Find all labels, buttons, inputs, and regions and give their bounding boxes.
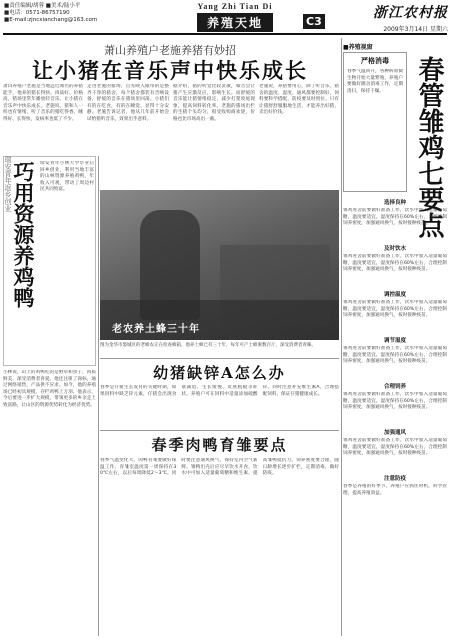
- section-pinyin: Yang Zhi Tian Di: [197, 2, 273, 11]
- left-story-box: [3, 156, 96, 366]
- header-rule: [3, 33, 447, 35]
- divider: [100, 430, 339, 431]
- disinfection-box: [343, 52, 407, 192]
- tip-item: 加强通风: [383, 430, 406, 436]
- column-divider: [98, 156, 99, 636]
- main-headline: 让小猪在音乐声中快乐成长: [32, 58, 308, 83]
- tip-item: 选择良种: [383, 200, 406, 206]
- column-divider: [341, 38, 342, 636]
- tip-text: 雏鸡进舍前要做好准备工作，饮水中加入适量葡萄糖，温度要适宜，湿度保持在60%左右，合理控制饲养密度，加强通风换气，按时接种疫苗。: [343, 392, 447, 410]
- right-column-tag: ■养殖视窗: [343, 44, 373, 51]
- box1-text: 春季气温回升，各种病原微生物开始大量繁殖，养殖户要做好圈舍消毒工作，定期清扫，保持干燥。: [347, 69, 403, 94]
- story-a-text: 春季是仔猪生长发育的关键时期，如果饲料中缺乏锌元素，仔猪会出现食欲减退、生长缓慢、皮肤粗糙等症状。养殖户可在饲料中适量添加硫酸锌，同时注意补充维生素A，合理搭配饲料，保证仔猪健康成长。: [100, 385, 339, 397]
- newspaper-logo: 浙江农村报: [373, 6, 448, 21]
- page-code: C3: [303, 14, 325, 29]
- feature-title: 春管雏鸡七要点: [414, 56, 444, 238]
- right-column: [343, 36, 447, 636]
- left-story-body: 小林说，山上的鸡鸭吃的是野草和虫子，肉质鲜美，深受消费者喜爱。他还注册了商标，通过网络销售，产品供不应求。如今，他的养殖场已经初具规模，存栏鸡鸭上万羽。他表示，今后要进一步扩大规模，带领更多的乡亲走上致富路，让山区的资源优势转化为经济优势。: [3, 370, 96, 408]
- section-title: 养殖天地: [197, 13, 273, 32]
- main-col-3: 据介绍，猪的听觉比较灵敏，噪音会让猪产生应激反应，影响生长。而舒缓的音乐能让猪情绪稳定，减少打架咬尾现象，提高饲料转化率。老施的猪场出栏的生猪个头均匀，很受收购商欢迎，价格也比市场高出一截。: [173, 84, 255, 122]
- tip-item: 调控温度: [383, 292, 406, 298]
- tip-text: 雏鸡进舍前要做好准备工作，饮水中加入适量葡萄糖，温度要适宜，湿度保持在60%左右，合理控制饲养密度，加强通风换气，按时接种疫苗。: [343, 254, 447, 272]
- email-line: ■E-mail:zjncxianchang@163.com: [4, 17, 98, 23]
- divider: [100, 358, 339, 359]
- section-banner: [170, 2, 300, 32]
- tip-item: 及时饮水: [383, 246, 406, 252]
- box1-title: 严格消毒: [361, 57, 389, 65]
- photo-caption: 图为金华市婺城区的老蜂农正在检查蜂箱。他养土蜂已有三十年，每年可产土蜂蜜数百斤，深受消费者青睐。: [100, 343, 316, 348]
- main-col-4: 老施说，养猪要用心，除了听音乐，猪舍的温度、湿度、通风都要控制好，饲料要科学搭配，防疫要及时到位。只有让猪舒舒服服地生活，才能养出好猪，卖出好价钱。: [259, 84, 339, 115]
- tips-list: [343, 196, 447, 518]
- main-col-2: 走进老施的猪场，首先映入眼帘的是整齐干净的猪舍，每个猪舍都装有音响设备，舒缓的音乐在猪场里回荡。小猪们有的在吃食，有的在睡觉，显得十分安静。老施告诉记者，他从几年前开始尝试给猪听音乐，效果出乎意料。: [87, 84, 169, 122]
- tip-text: 雏鸡进舍前要做好准备工作，饮水中加入适量葡萄糖，温度要适宜，湿度保持在60%左右，合理控制饲养密度，加强通风换气，按时接种疫苗。: [343, 346, 447, 364]
- phone-line: ■电话：0571-86757190: [4, 10, 70, 16]
- page-header: [0, 0, 450, 34]
- tip-text: 雏鸡进舍前要做好准备工作，饮水中加入适量葡萄糖，温度要适宜，湿度保持在60%左右，合理控制饲养密度，加强通风换气，按时接种疫苗。: [343, 438, 447, 456]
- left-story-subtitle: 瑞安青年返乡创业: [4, 156, 12, 212]
- photo-title: 老农养土蜂三十年: [112, 324, 200, 335]
- tip-item: 注意防疫: [383, 476, 406, 482]
- bee-photo: [100, 190, 339, 340]
- left-story-side-text: 瑞安青年小林大学毕业后回乡创业，利用当地丰富的山林资源养殖鸡鸭，年收入可观，带动了周边村民共同致富。: [40, 161, 94, 192]
- tip-item: 合理饲养: [383, 384, 406, 390]
- story-b-title: 春季肉鸭育雏要点: [151, 436, 288, 454]
- tip-item: 调节湿度: [383, 338, 406, 344]
- tip-text: 雏鸡进舍前要做好准备工作，饮水中加入适量葡萄糖，温度要适宜，湿度保持在60%左右，合理控制饲养密度，加强通风换气，按时接种疫苗。: [343, 300, 447, 318]
- issue-date: 2009年3月14日 星期六: [383, 26, 448, 33]
- tip-text: 雏鸡进舍前要做好准备工作，饮水中加入适量葡萄糖，温度要适宜，湿度保持在60%左右，合理控制饲养密度，加强通风换气，按时接种疫苗。: [343, 208, 447, 226]
- masthead: [345, 2, 448, 33]
- main-col-1: 萧山养殖户老施是当地远近闻名的养猪能手，他养的猪长得快、肉质好、价格高，猪场里常年播放轻音乐，让小猪在音乐声中快乐成长。老施说，猪和人一样也有情绪，听了音乐的猪吃得香、睡得好、长得快，发病率也低了不少。: [3, 84, 83, 122]
- editor-line: ■责任编辑/胡蓉 ■美术/陆小平: [4, 3, 81, 9]
- tip-text: 春季是养殖的好季节，养殖户应抓住时机，科学管理，提高养殖效益。: [343, 484, 447, 496]
- main-kicker: 萧山养殖户老施养猪有妙招: [104, 44, 236, 57]
- left-story-title: 巧用资源养鸡鸭: [11, 161, 36, 308]
- story-b-text: 春季气温变化大，肉鸭育雏要做好保温工作，育雏室温度第一周保持在30℃左右，以后每周降低2～3℃。同时要注意通风换气，保持室内空气新鲜。雏鸭出壳后应尽早饮水开食，饮水中可加入适量葡萄糖和维生素，提高雏鸭抵抗力。饲养密度要合理，随日龄增长逐步扩栏，定期消毒，做好防疫。: [100, 458, 339, 476]
- editor-info: [4, 3, 97, 24]
- story-a-title: 幼猪缺锌A怎么办: [153, 364, 286, 382]
